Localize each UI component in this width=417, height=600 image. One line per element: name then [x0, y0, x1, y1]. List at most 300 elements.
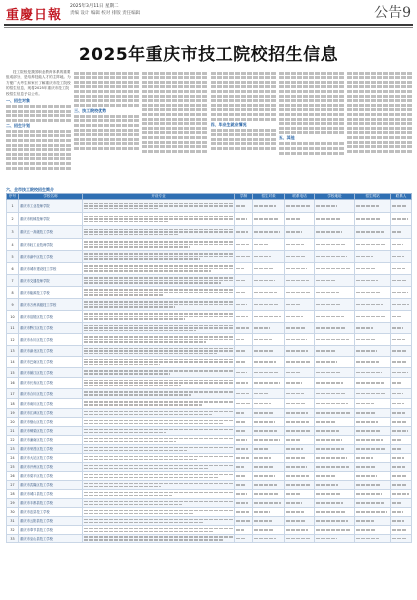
row-number: 18: [7, 399, 19, 409]
duration-cell: [235, 334, 253, 346]
phone-cell: [285, 445, 315, 454]
row-number: 6: [7, 263, 19, 275]
website-cell: [355, 535, 391, 543]
audience-cell: [253, 399, 285, 409]
duration-cell: [235, 368, 253, 378]
row-number: 31: [7, 517, 19, 526]
address-cell: [315, 378, 355, 389]
school-name: 重庆市能源技工学校: [19, 287, 83, 299]
contact-cell: [391, 436, 412, 445]
column-header: 学制: [235, 194, 253, 200]
duration-cell: [235, 389, 253, 399]
website-cell: [355, 334, 391, 346]
majors-cell: [83, 508, 235, 517]
audience-cell: [253, 526, 285, 535]
column-header: 开设专业: [83, 194, 235, 200]
duration-cell: [235, 263, 253, 275]
phone-cell: [285, 490, 315, 499]
page-headline: 2025年重庆市技工院校招生信息: [78, 45, 339, 65]
address-cell: [315, 299, 355, 311]
table-row: [7, 490, 412, 499]
audience-cell: [253, 334, 285, 346]
majors-cell: [83, 436, 235, 445]
website-cell: [355, 454, 391, 463]
phone-cell: [285, 251, 315, 263]
audience-cell: [253, 472, 285, 481]
table-row: [7, 508, 412, 517]
address-cell: [315, 226, 355, 239]
majors-cell: [83, 368, 235, 378]
duration-cell: [235, 226, 253, 239]
phone-cell: [285, 239, 315, 251]
address-cell: [315, 275, 355, 287]
school-name: 重庆市永川区技工学校: [19, 334, 83, 346]
phone-cell: [285, 287, 315, 299]
website-cell: [355, 213, 391, 226]
audience-cell: [253, 535, 285, 543]
website-cell: [355, 427, 391, 436]
row-number: 14: [7, 357, 19, 368]
duration-cell: [235, 535, 253, 543]
duration-cell: [235, 499, 253, 508]
duration-cell: [235, 463, 253, 472]
phone-cell: [285, 378, 315, 389]
column-header: 联系电话: [285, 194, 315, 200]
audience-cell: [253, 275, 285, 287]
majors-cell: [83, 463, 235, 472]
phone-cell: [285, 409, 315, 418]
table-row: [7, 481, 412, 490]
column-header: 学校地址: [315, 194, 355, 200]
contact-cell: [391, 389, 412, 399]
duration-cell: [235, 436, 253, 445]
school-name: 重庆市梁平区技工学校: [19, 472, 83, 481]
address-cell: [315, 418, 355, 427]
intro-paragraph: 技工院校是我国职业教育体系的重要组成部分，是培养技能人才的主阵地。为方便广大考生和家长了解重庆市技工院校的招生信息，现将2025年重庆市技工院校招生信息予以公布。: [6, 70, 71, 96]
duration-cell: [235, 445, 253, 454]
school-name: 重庆市云阳县技工学校: [19, 517, 83, 526]
website-cell: [355, 368, 391, 378]
audience-cell: [253, 213, 285, 226]
audience-cell: [253, 368, 285, 378]
school-name: 重庆市万州高级技工学校: [19, 299, 83, 311]
school-name: 重庆市城市建设技工学校: [19, 263, 83, 275]
audience-cell: [253, 490, 285, 499]
school-name: 重庆市武隆区技工学校: [19, 481, 83, 490]
address-cell: [315, 499, 355, 508]
row-number: 13: [7, 346, 19, 357]
row-number: 27: [7, 481, 19, 490]
majors-cell: [83, 427, 235, 436]
school-name: 重庆市荣昌区技工学校: [19, 445, 83, 454]
contact-cell: [391, 378, 412, 389]
table-row: [7, 517, 412, 526]
majors-cell: [83, 517, 235, 526]
duration-cell: [235, 346, 253, 357]
contact-cell: [391, 368, 412, 378]
row-number: 7: [7, 275, 19, 287]
audience-cell: [253, 287, 285, 299]
row-number: 20: [7, 418, 19, 427]
row-number: 12: [7, 334, 19, 346]
issue-date: 2025年3月11日 星期二: [70, 4, 119, 9]
website-cell: [355, 418, 391, 427]
website-cell: [355, 436, 391, 445]
school-name: 重庆市轻工业技师学院: [19, 239, 83, 251]
phone-cell: [285, 299, 315, 311]
school-name: 重庆市交通技师学院: [19, 275, 83, 287]
table-row: [7, 251, 412, 263]
majors-cell: [83, 499, 235, 508]
website-cell: [355, 239, 391, 251]
school-name: 重庆市工业技师学院: [19, 200, 83, 213]
table-row: [7, 427, 412, 436]
school-name: 重庆市开州区技工学校: [19, 463, 83, 472]
duration-cell: [235, 287, 253, 299]
address-cell: [315, 389, 355, 399]
majors-cell: [83, 399, 235, 409]
row-number: 25: [7, 463, 19, 472]
audience-cell: [253, 311, 285, 323]
phone-cell: [285, 275, 315, 287]
audience-cell: [253, 427, 285, 436]
column-header: 招生对象: [253, 194, 285, 200]
table-row: [7, 334, 412, 346]
majors-cell: [83, 409, 235, 418]
table-row: [7, 389, 412, 399]
address-cell: [315, 323, 355, 334]
school-name: 重庆市巫山县技工学校: [19, 535, 83, 543]
contact-cell: [391, 526, 412, 535]
address-cell: [315, 263, 355, 275]
website-cell: [355, 445, 391, 454]
audience-cell: [253, 499, 285, 508]
address-cell: [315, 427, 355, 436]
section-heading-3: 三、技工院校优势: [74, 107, 107, 113]
duration-cell: [235, 239, 253, 251]
audience-cell: [253, 251, 285, 263]
table-row: [7, 200, 412, 213]
website-cell: [355, 323, 391, 334]
phone-cell: [285, 334, 315, 346]
contact-cell: [391, 287, 412, 299]
address-cell: [315, 472, 355, 481]
website-cell: [355, 299, 391, 311]
audience-cell: [253, 418, 285, 427]
contact-cell: [391, 454, 412, 463]
masthead-rule-thin: [4, 27, 413, 28]
school-name: 重庆五一高级技工学校: [19, 226, 83, 239]
audience-cell: [253, 263, 285, 275]
phone-cell: [285, 389, 315, 399]
row-number: 26: [7, 472, 19, 481]
contact-cell: [391, 517, 412, 526]
website-cell: [355, 409, 391, 418]
website-cell: [355, 389, 391, 399]
duration-cell: [235, 251, 253, 263]
school-name: 重庆市璧山区技工学校: [19, 418, 83, 427]
issue-editors: 责编 设计 编辑 校对 排版 责任编辑: [70, 11, 141, 16]
address-cell: [315, 287, 355, 299]
school-name: 重庆市綦江区技工学校: [19, 368, 83, 378]
row-number: 28: [7, 490, 19, 499]
contact-cell: [391, 251, 412, 263]
duration-cell: [235, 275, 253, 287]
audience-cell: [253, 226, 285, 239]
contact-cell: [391, 323, 412, 334]
website-cell: [355, 346, 391, 357]
contact-cell: [391, 472, 412, 481]
row-number: 15: [7, 368, 19, 378]
table-row: [7, 378, 412, 389]
audience-cell: [253, 454, 285, 463]
table-row: [7, 368, 412, 378]
audience-cell: [253, 239, 285, 251]
majors-cell: [83, 472, 235, 481]
school-name: 重庆市涪陵区技工学校: [19, 311, 83, 323]
row-number: 9: [7, 299, 19, 311]
address-cell: [315, 368, 355, 378]
website-cell: [355, 517, 391, 526]
column-header: 学校名称: [19, 194, 83, 200]
row-number: 1: [7, 200, 19, 213]
website-cell: [355, 463, 391, 472]
section-heading-4: 四、毕业生就业情况: [210, 121, 247, 127]
duration-cell: [235, 299, 253, 311]
article-column-3: [142, 70, 207, 182]
majors-cell: [83, 481, 235, 490]
website-cell: [355, 226, 391, 239]
majors-cell: [83, 287, 235, 299]
majors-cell: [83, 226, 235, 239]
table-row: [7, 275, 412, 287]
duration-cell: [235, 517, 253, 526]
majors-cell: [83, 490, 235, 499]
table-row: [7, 287, 412, 299]
website-cell: [355, 472, 391, 481]
majors-cell: [83, 275, 235, 287]
audience-cell: [253, 346, 285, 357]
duration-cell: [235, 378, 253, 389]
address-cell: [315, 490, 355, 499]
section-heading-5: 五、其他: [278, 135, 295, 141]
table-row: [7, 357, 412, 368]
duration-cell: [235, 409, 253, 418]
audience-cell: [253, 463, 285, 472]
table-row: [7, 399, 412, 409]
row-number: 32: [7, 526, 19, 535]
website-cell: [355, 399, 391, 409]
row-number: 2: [7, 213, 19, 226]
school-name: 重庆市机械技师学院: [19, 213, 83, 226]
school-name: 重庆市黔江区技工学校: [19, 323, 83, 334]
address-cell: [315, 213, 355, 226]
audience-cell: [253, 436, 285, 445]
school-name: 重庆市渝北区技工学校: [19, 346, 83, 357]
address-cell: [315, 200, 355, 213]
majors-cell: [83, 213, 235, 226]
table-row: [7, 311, 412, 323]
majors-cell: [83, 200, 235, 213]
column-header: 序号: [7, 194, 19, 200]
website-cell: [355, 287, 391, 299]
contact-cell: [391, 226, 412, 239]
contact-cell: [391, 239, 412, 251]
column-header: 招生网站: [355, 194, 391, 200]
contact-cell: [391, 535, 412, 543]
table-row: [7, 346, 412, 357]
address-cell: [315, 526, 355, 535]
address-cell: [315, 399, 355, 409]
contact-cell: [391, 311, 412, 323]
duration-cell: [235, 490, 253, 499]
contact-cell: [391, 463, 412, 472]
phone-cell: [285, 263, 315, 275]
address-cell: [315, 481, 355, 490]
masthead-rule: [4, 24, 413, 26]
website-cell: [355, 311, 391, 323]
article-body: [6, 70, 412, 182]
newspaper-logo: 重慶日報: [6, 8, 63, 23]
phone-cell: [285, 481, 315, 490]
row-number: 17: [7, 389, 19, 399]
table-title: 六、全市技工院校招生简介: [6, 187, 54, 192]
school-name: 重庆市江津区技工学校: [19, 409, 83, 418]
address-cell: [315, 463, 355, 472]
address-cell: [315, 517, 355, 526]
website-cell: [355, 263, 391, 275]
address-cell: [315, 508, 355, 517]
table-row: [7, 409, 412, 418]
majors-cell: [83, 454, 235, 463]
phone-cell: [285, 499, 315, 508]
school-name: 重庆市合川区技工学校: [19, 389, 83, 399]
article-column-1: [6, 70, 71, 182]
duration-cell: [235, 323, 253, 334]
row-number: 33: [7, 535, 19, 543]
phone-cell: [285, 436, 315, 445]
address-cell: [315, 445, 355, 454]
website-cell: [355, 490, 391, 499]
issue-meta: [70, 3, 140, 17]
contact-cell: [391, 334, 412, 346]
majors-cell: [83, 389, 235, 399]
duration-cell: [235, 399, 253, 409]
phone-cell: [285, 508, 315, 517]
column-header: 联系人: [391, 194, 412, 200]
address-cell: [315, 251, 355, 263]
audience-cell: [253, 389, 285, 399]
address-cell: [315, 535, 355, 543]
table-row: [7, 454, 412, 463]
phone-cell: [285, 427, 315, 436]
address-cell: [315, 357, 355, 368]
row-number: 5: [7, 251, 19, 263]
school-name: 重庆市渝中区技工学校: [19, 251, 83, 263]
table-row: [7, 526, 412, 535]
school-name: 重庆市潼南区技工学校: [19, 436, 83, 445]
contact-cell: [391, 499, 412, 508]
majors-cell: [83, 251, 235, 263]
website-cell: [355, 526, 391, 535]
contact-cell: [391, 427, 412, 436]
table-row: [7, 299, 412, 311]
table-row: [7, 239, 412, 251]
audience-cell: [253, 357, 285, 368]
masthead: [0, 0, 417, 30]
phone-cell: [285, 357, 315, 368]
phone-cell: [285, 454, 315, 463]
majors-cell: [83, 526, 235, 535]
school-name: 重庆市奉节县技工学校: [19, 526, 83, 535]
row-number: 24: [7, 454, 19, 463]
phone-cell: [285, 517, 315, 526]
section-heading-2: 二、招生计划: [6, 122, 30, 128]
duration-cell: [235, 213, 253, 226]
article-column-6: [347, 70, 412, 182]
table-row: [7, 323, 412, 334]
website-cell: [355, 508, 391, 517]
address-cell: [315, 454, 355, 463]
row-number: 4: [7, 239, 19, 251]
duration-cell: [235, 526, 253, 535]
contact-cell: [391, 409, 412, 418]
phone-cell: [285, 346, 315, 357]
duration-cell: [235, 481, 253, 490]
row-number: 21: [7, 427, 19, 436]
phone-cell: [285, 463, 315, 472]
section-label: 公告9: [374, 5, 411, 21]
audience-cell: [253, 323, 285, 334]
audience-cell: [253, 409, 285, 418]
article-column-4: [211, 70, 276, 182]
row-number: 23: [7, 445, 19, 454]
table-row: [7, 535, 412, 543]
audience-cell: [253, 508, 285, 517]
table-row: [7, 436, 412, 445]
duration-cell: [235, 508, 253, 517]
table-row: [7, 499, 412, 508]
duration-cell: [235, 311, 253, 323]
website-cell: [355, 357, 391, 368]
table-row: [7, 463, 412, 472]
contact-cell: [391, 357, 412, 368]
majors-cell: [83, 346, 235, 357]
table-row: [7, 472, 412, 481]
section-heading-1: 一、招生对象: [6, 98, 30, 104]
address-cell: [315, 334, 355, 346]
school-name: 重庆市巴南区技工学校: [19, 357, 83, 368]
table-row: [7, 418, 412, 427]
contact-cell: [391, 275, 412, 287]
majors-cell: [83, 445, 235, 454]
table-row: [7, 445, 412, 454]
website-cell: [355, 275, 391, 287]
phone-cell: [285, 368, 315, 378]
address-cell: [315, 409, 355, 418]
school-name: 重庆市丰都县技工学校: [19, 499, 83, 508]
website-cell: [355, 378, 391, 389]
row-number: 16: [7, 378, 19, 389]
school-name: 重庆市南川区技工学校: [19, 399, 83, 409]
contact-cell: [391, 490, 412, 499]
phone-cell: [285, 526, 315, 535]
contact-cell: [391, 263, 412, 275]
phone-cell: [285, 311, 315, 323]
contact-cell: [391, 213, 412, 226]
school-name: 重庆市忠县技工学校: [19, 508, 83, 517]
audience-cell: [253, 200, 285, 213]
